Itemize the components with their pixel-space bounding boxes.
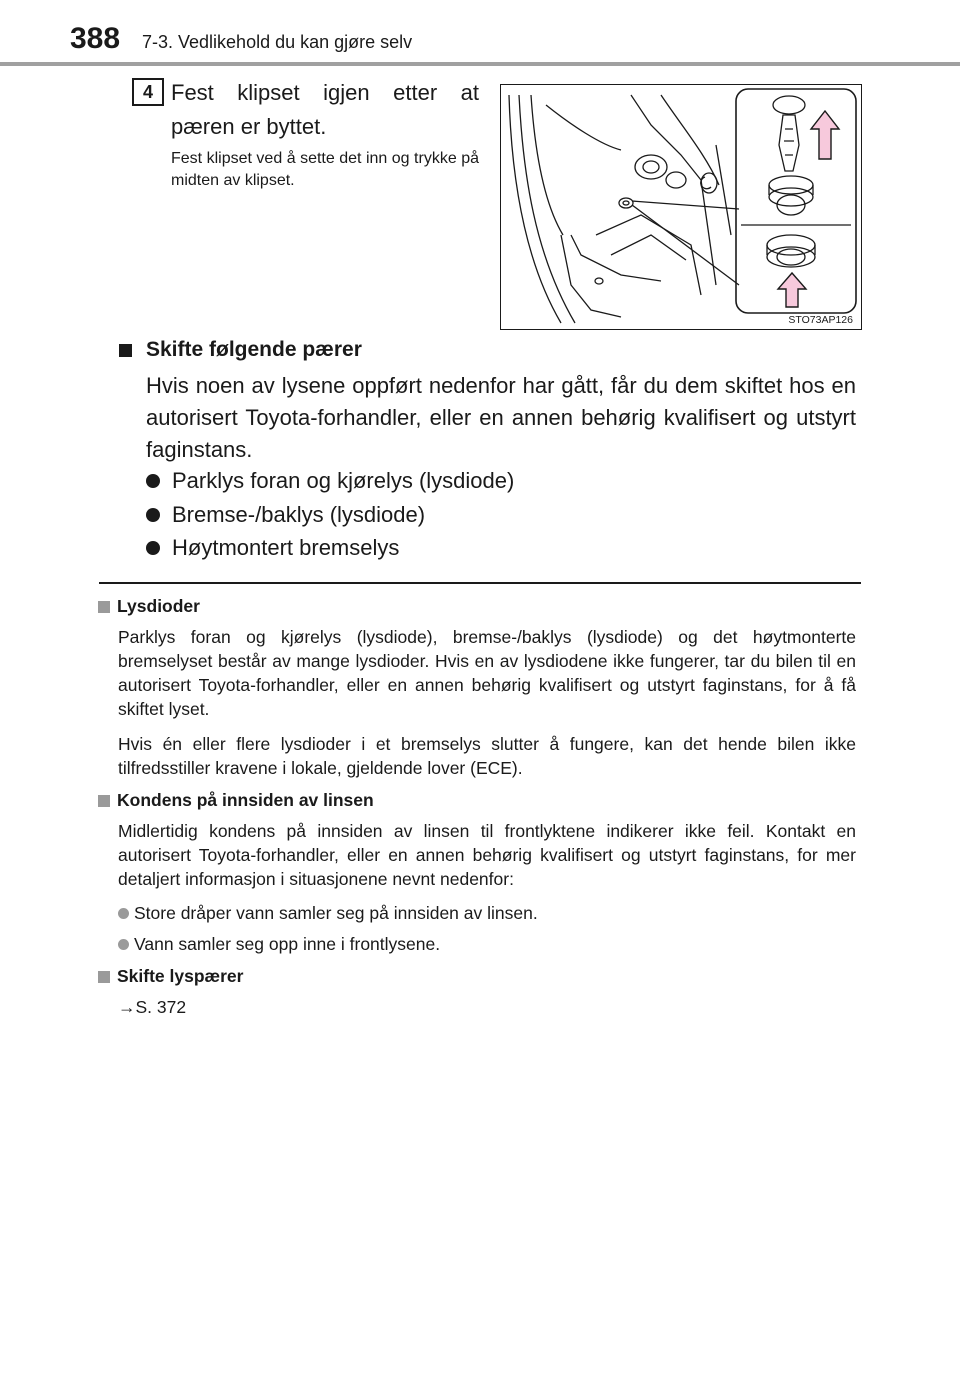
step-detail: Fest klipset ved å sette det inn og trykke på midten av klipset. <box>171 150 479 189</box>
page-number: 388 <box>70 22 121 55</box>
note-heading: Kondens på innsiden av linsen <box>98 790 374 811</box>
section-title: 7-3. Vedlikehold du kan gjøre selv <box>142 32 413 52</box>
figure-code: STO73AP126 <box>788 314 853 326</box>
square-bullet-icon <box>98 795 110 807</box>
note-paragraph: Hvis én eller flere lysdioder i et bremselys slutter å fungere, kan det hende bilen ikke tilfredsstiller kravene i lokale, gjeldende lover (ECE). <box>118 734 856 778</box>
header-divider <box>0 62 960 66</box>
up-arrow-icon <box>811 111 839 159</box>
bumper-clip-drawing <box>501 85 860 328</box>
bullet-icon <box>118 939 129 950</box>
list-item: Bremse-/baklys (lysdiode) <box>146 502 425 528</box>
list-item: Vann samler seg opp inne i frontlysene. <box>118 934 440 955</box>
section-paragraph: Hvis noen av lysene oppført nedenfor har gått, får du dem skiftet hos en autorisert Toyota-forhandler, eller en annen behørig kvalifisert og utstyrt faginstans. <box>146 373 856 462</box>
list-item: Høytmontert bremselys <box>146 535 399 561</box>
bullet-icon <box>146 508 160 522</box>
up-arrow-icon <box>778 273 806 307</box>
bullet-icon <box>146 541 160 555</box>
note-heading: Lysdioder <box>98 596 200 617</box>
square-bullet-icon <box>98 971 110 983</box>
square-bullet-icon <box>119 344 132 357</box>
step-instruction: Fest klipset igjen etter at pæren er byttet. <box>171 80 479 139</box>
note-paragraph: Midlertidig kondens på innsiden av linsen til frontlyktene indikerer ikke feil. Kontakt en autorisert Toyota-forhandler, eller en annen behørig kvalifisert og utstyrt faginstans, for mer detaljert informasjon i situasjonene nevnt nedenfor: <box>118 821 856 889</box>
list-item: Parklys foran og kjørelys (lysdiode) <box>146 468 514 494</box>
page-reference: →S. 372 <box>118 997 187 1017</box>
step-number-badge: 4 <box>132 78 164 106</box>
square-bullet-icon <box>98 601 110 613</box>
bullet-icon <box>118 908 129 919</box>
clip-installation-illustration <box>500 84 862 330</box>
notes-divider <box>99 582 861 584</box>
note-paragraph: Parklys foran og kjørelys (lysdiode), bremse-/baklys (lysdiode) og det høytmonterte bremselyset består av mange lysdioder. Hvis en av lysdiodene ikke fungerer, tar du bilen til en autorisert Toyota-forhandler, eller en annen behørig kvalifisert og utstyrt faginstans, for å få skiftet lyset. <box>118 627 856 719</box>
list-item: Store dråper vann samler seg på innsiden av linsen. <box>118 903 538 924</box>
section-heading <box>119 338 362 362</box>
bullet-icon <box>146 474 160 488</box>
section-heading-text: Skifte følgende pærer <box>146 338 362 361</box>
note-heading: Skifte lyspærer <box>98 966 243 987</box>
